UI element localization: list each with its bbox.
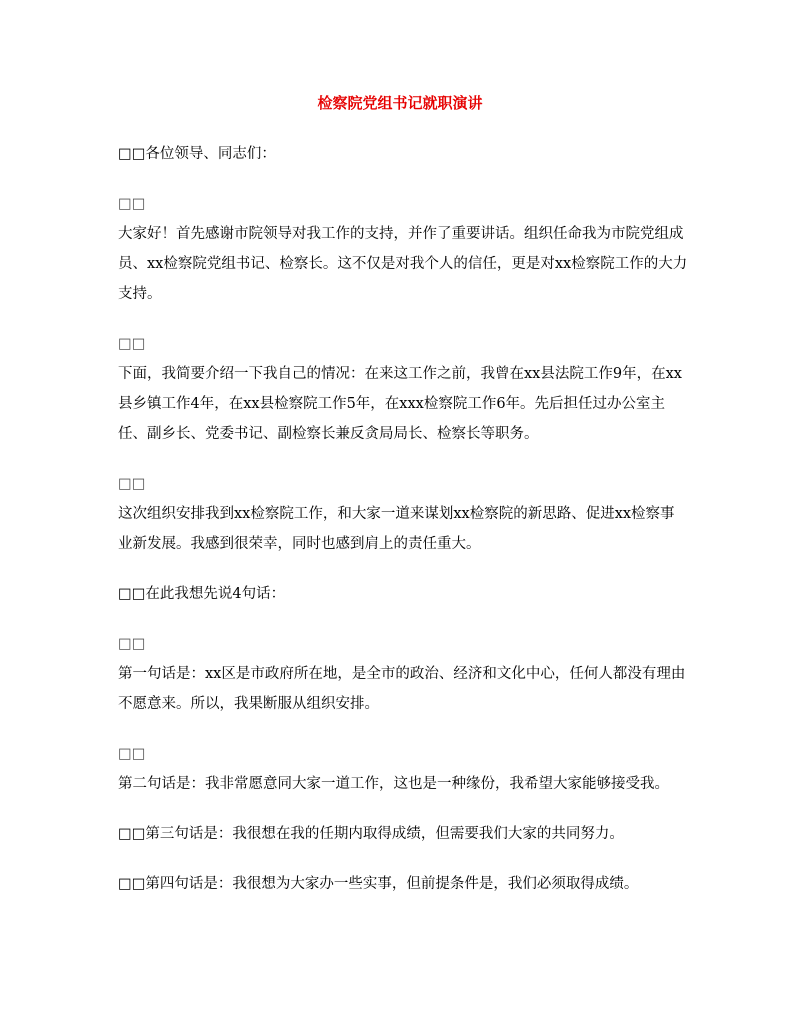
paragraph-point-one: 第一句话是：xx区是市政府所在地，是全市的政治、经济和文化中心，任何人都没有理由不愿意来。所以，我果断服从组织安排。 — [118, 666, 686, 712]
paragraph-point-two: 第二句话是：我非常愿意同大家一道工作，这也是一种缘份，我希望大家能够接受我。 — [118, 776, 669, 792]
paragraph-assignment: 这次组织安排我到xx检察院工作，和大家一道来谋划xx检察院的新思路、促进xx检察事业新发展。我感到很荣幸，同时也感到肩上的责任重大。 — [118, 506, 675, 552]
paragraph-four-points-intro: □□在此我想先说4句话： — [118, 586, 286, 602]
paragraph-greeting: 大家好！首先感谢市院领导对我工作的支持，并作了重要讲话。组织任命我为市院党组成员、xx检察院党组书记、检察长。这不仅是对我个人的信任，更是对xx检察院工作的大力支持。 — [118, 226, 688, 302]
blank-marker: □□ — [118, 336, 146, 352]
blank-marker: □□ — [118, 196, 146, 212]
paragraph-point-four: □□第四句话是：我很想为大家办一些实事，但前提条件是，我们必须取得成绩。 — [118, 876, 639, 892]
paragraph-background: 下面，我简要介绍一下我自己的情况：在来这工作之前，我曾在xx县法院工作9年，在xx县乡镇工作4年，在xx县检察院工作5年，在xxx检察院工作6年。先后担任过办公室主任、副乡长、党委书记、副检察长兼反贪局局长、检察长等职务。 — [118, 366, 682, 442]
document-body — [118, 139, 688, 899]
blank-marker: □□ — [118, 746, 146, 762]
blank-marker: □□ — [118, 476, 146, 492]
document-title: 检察院党组书记就职演讲 — [317, 94, 483, 112]
salutation: □□各位领导、同志们： — [118, 146, 276, 162]
blank-marker: □□ — [118, 636, 146, 652]
paragraph-point-three: □□第三句话是：我很想在我的任期内取得成绩，但需要我们大家的共同努力。 — [118, 826, 624, 842]
